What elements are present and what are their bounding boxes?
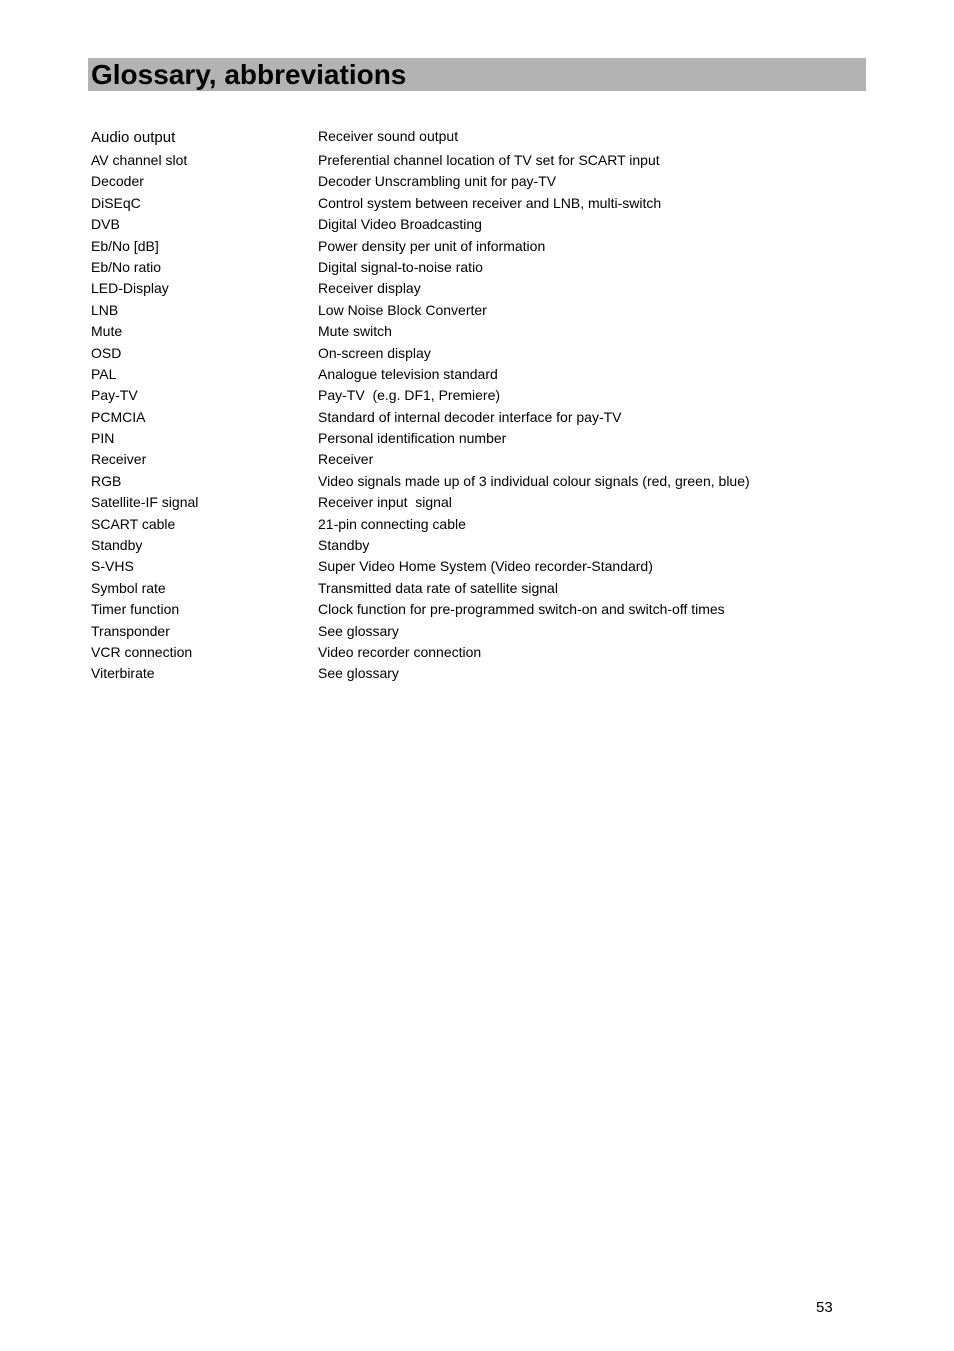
glossary-term: OSD bbox=[91, 344, 122, 361]
glossary-term: LED-Display bbox=[91, 280, 169, 297]
glossary-definition: Digital signal-to-noise ratio bbox=[318, 258, 483, 275]
glossary-term: Receiver bbox=[91, 451, 147, 468]
glossary-row bbox=[91, 535, 861, 556]
glossary-definition: Transmitted data rate of satellite signal bbox=[318, 579, 558, 596]
glossary-term: Timer function bbox=[91, 601, 180, 618]
glossary-term: Viterbirate bbox=[91, 665, 155, 682]
glossary-row bbox=[91, 385, 861, 406]
glossary-definition: Preferential channel location of TV set for SCART input bbox=[318, 152, 660, 168]
glossary-definition: Control system between receiver and LNB, multi-switch bbox=[318, 194, 662, 211]
glossary-term: Symbol rate bbox=[91, 579, 166, 596]
glossary-row bbox=[91, 514, 861, 535]
glossary-row bbox=[91, 193, 861, 214]
page-title-bar bbox=[88, 58, 866, 91]
glossary-row bbox=[91, 364, 861, 385]
glossary-term: Transponder bbox=[91, 622, 170, 639]
glossary-row bbox=[91, 343, 861, 364]
page-title: Glossary, abbreviations bbox=[91, 59, 407, 90]
glossary-term: RGB bbox=[91, 472, 122, 489]
glossary-row bbox=[91, 621, 861, 642]
glossary-definition: 21-pin connecting cable bbox=[318, 515, 466, 532]
glossary-list bbox=[91, 126, 861, 685]
glossary-term: PIN bbox=[91, 430, 115, 447]
glossary-definition: Personal identification number bbox=[318, 430, 507, 447]
glossary-row bbox=[91, 126, 861, 150]
glossary-definition: Standby bbox=[318, 537, 370, 554]
glossary-definition: Clock function for pre-programmed switch-on and switch-off times bbox=[318, 601, 725, 618]
glossary-definition: Analogue television standard bbox=[318, 365, 498, 382]
glossary-row bbox=[91, 171, 861, 192]
glossary-definition: Standard of internal decoder interface for pay-TV bbox=[318, 408, 622, 425]
glossary-definition: Video recorder connection bbox=[318, 643, 482, 660]
glossary-row bbox=[91, 556, 861, 577]
glossary-definition: Receiver bbox=[318, 451, 374, 468]
glossary-definition: Low Noise Block Converter bbox=[318, 301, 487, 318]
glossary-term: VCR connection bbox=[91, 643, 193, 660]
glossary-definition: Decoder Unscrambling unit for pay-TV bbox=[318, 173, 557, 190]
glossary-row bbox=[91, 599, 861, 620]
glossary-row bbox=[91, 449, 861, 470]
glossary-term: Standby bbox=[91, 537, 143, 554]
glossary-term: Eb/No ratio bbox=[91, 258, 162, 275]
glossary-term: Eb/No [dB] bbox=[91, 237, 159, 254]
glossary-term: SCART cable bbox=[91, 515, 176, 532]
glossary-row bbox=[91, 321, 861, 342]
glossary-row bbox=[91, 150, 861, 171]
glossary-term: Mute bbox=[91, 323, 123, 340]
glossary-term: Decoder bbox=[91, 173, 144, 190]
glossary-term: LNB bbox=[91, 301, 119, 318]
glossary-definition: Super Video Home System (Video recorder-Standard) bbox=[318, 558, 653, 575]
glossary-row bbox=[91, 663, 861, 684]
glossary-definition: Video signals made up of 3 individual colour signals (red, green, blue) bbox=[318, 472, 750, 489]
glossary-definition: Mute switch bbox=[318, 323, 392, 340]
page-number: 53 bbox=[816, 1299, 833, 1316]
glossary-row bbox=[91, 236, 861, 257]
glossary-term: PCMCIA bbox=[91, 408, 146, 425]
glossary-term: AV channel slot bbox=[91, 152, 188, 168]
glossary-row bbox=[91, 257, 861, 278]
glossary-term: DiSEqC bbox=[91, 194, 141, 211]
glossary-term: Pay-TV bbox=[91, 387, 138, 404]
glossary-row bbox=[91, 428, 861, 449]
glossary-row bbox=[91, 492, 861, 513]
glossary-definition: Receiver display bbox=[318, 280, 421, 297]
glossary-term: Satellite-IF signal bbox=[91, 494, 199, 511]
glossary-term: DVB bbox=[91, 216, 120, 233]
glossary-row bbox=[91, 471, 861, 492]
glossary-term: S-VHS bbox=[91, 558, 134, 575]
glossary-term: PAL bbox=[91, 365, 117, 382]
glossary-row bbox=[91, 407, 861, 428]
glossary-term: Audio output bbox=[91, 129, 176, 146]
glossary-row bbox=[91, 300, 861, 321]
glossary-definition: Receiver sound output bbox=[318, 128, 459, 144]
glossary-row bbox=[91, 214, 861, 235]
glossary-definition: See glossary bbox=[318, 665, 399, 682]
glossary-definition: Receiver input signal bbox=[318, 494, 452, 511]
glossary-definition: Digital Video Broadcasting bbox=[318, 216, 482, 233]
glossary-definition: See glossary bbox=[318, 622, 399, 639]
glossary-definition: Power density per unit of information bbox=[318, 237, 546, 254]
glossary-row bbox=[91, 278, 861, 299]
glossary-definition: On-screen display bbox=[318, 344, 431, 361]
glossary-row bbox=[91, 642, 861, 663]
glossary-row bbox=[91, 578, 861, 599]
glossary-definition: Pay-TV (e.g. DF1, Premiere) bbox=[318, 387, 501, 404]
